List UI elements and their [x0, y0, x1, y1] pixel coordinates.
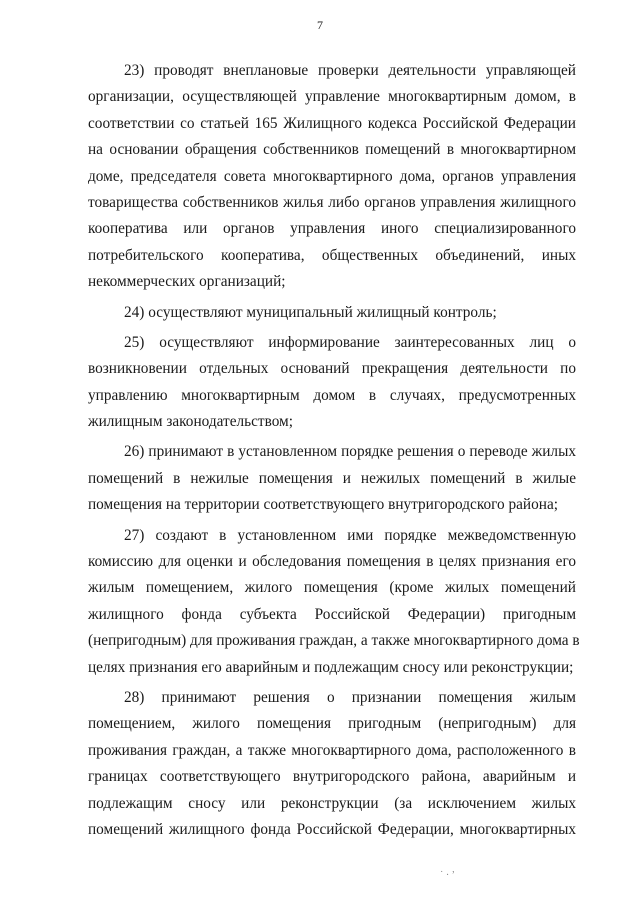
text-line: доме, председателя совета многоквартирного дома, органов управления	[88, 167, 576, 185]
text-line: управлению многоквартирным домом в случаях, предусмотренных	[88, 386, 576, 404]
text-line: (непригодным) для проживания граждан, а также многоквартирного дома в	[88, 632, 580, 650]
text-line: на основании обращения собственников помещений в многоквартирном	[88, 141, 576, 159]
text-line: некоммерческих организаций;	[88, 273, 286, 291]
page-number: 7	[317, 18, 323, 32]
text-line: жилым помещением, жилого помещения (кроме жилых помещений	[88, 579, 576, 597]
text-line: соответствии со статьей 165 Жилищного кодекса Российской Федерации	[88, 114, 576, 132]
paragraph-26	[88, 439, 576, 518]
paragraph-25	[88, 330, 576, 436]
text-line: подлежащим сносу или реконструкции (за исключением жилых	[88, 794, 576, 812]
text-line: целях признания его аварийным и подлежащим сносу или реконструкции;	[88, 658, 574, 676]
text-line: 23) проводят внеплановые проверки деятельности управляющей	[124, 62, 576, 79]
text-line: возникновении отдельных оснований прекращения деятельности по	[88, 360, 576, 378]
text-line: границах соответствующего внутригородского района, аварийным и	[88, 768, 576, 786]
text-line: кооператива или органов управления иного специализированного	[88, 220, 576, 238]
text-line: жилищным законодательством;	[88, 413, 293, 431]
text-line: 24) осуществляют муниципальный жилищный контроль;	[124, 303, 497, 321]
text-line: товарищества собственников жилья либо органов управления жилищного	[88, 193, 576, 211]
paragraph-27	[88, 523, 580, 681]
paragraph-24	[88, 300, 576, 326]
text-line: помещением, жилого помещения пригодным (непригодным) для	[88, 715, 576, 733]
scan-artifact: ˙ · ʼ	[440, 870, 455, 881]
document-body	[88, 58, 580, 847]
text-line: жилищного фонда субъекта Российской Федерации) пригодным	[88, 605, 576, 623]
paragraph-28	[88, 685, 576, 843]
text-line: организации, осуществляющей управление многоквартирным домом, в	[88, 88, 576, 106]
text-line: потребительского кооператива, общественных объединений, иных	[88, 246, 576, 264]
text-line: 25) осуществляют информирование заинтересованных лиц о	[124, 333, 576, 351]
text-line: комиссию для оценки и обследования помещения в целях признания его	[88, 553, 576, 571]
text-line: 26) принимают в установленном порядке решения о переводе жилых	[124, 443, 576, 461]
text-line: помещения на территории соответствующего внутригородского района;	[88, 496, 558, 514]
text-line: проживания граждан, а также многоквартирного дома, расположенного в	[88, 741, 576, 759]
text-line: помещений в нежилые помещения и нежилых помещений в жилые	[88, 469, 576, 487]
paragraph-23	[88, 58, 576, 296]
text-line: помещений жилищного фонда Российской Федерации, многоквартирных	[88, 820, 576, 838]
text-line: 27) создают в установленном ими порядке межведомственную	[124, 526, 576, 544]
text-line: 28) принимают решения о признании помещения жилым	[124, 688, 576, 706]
